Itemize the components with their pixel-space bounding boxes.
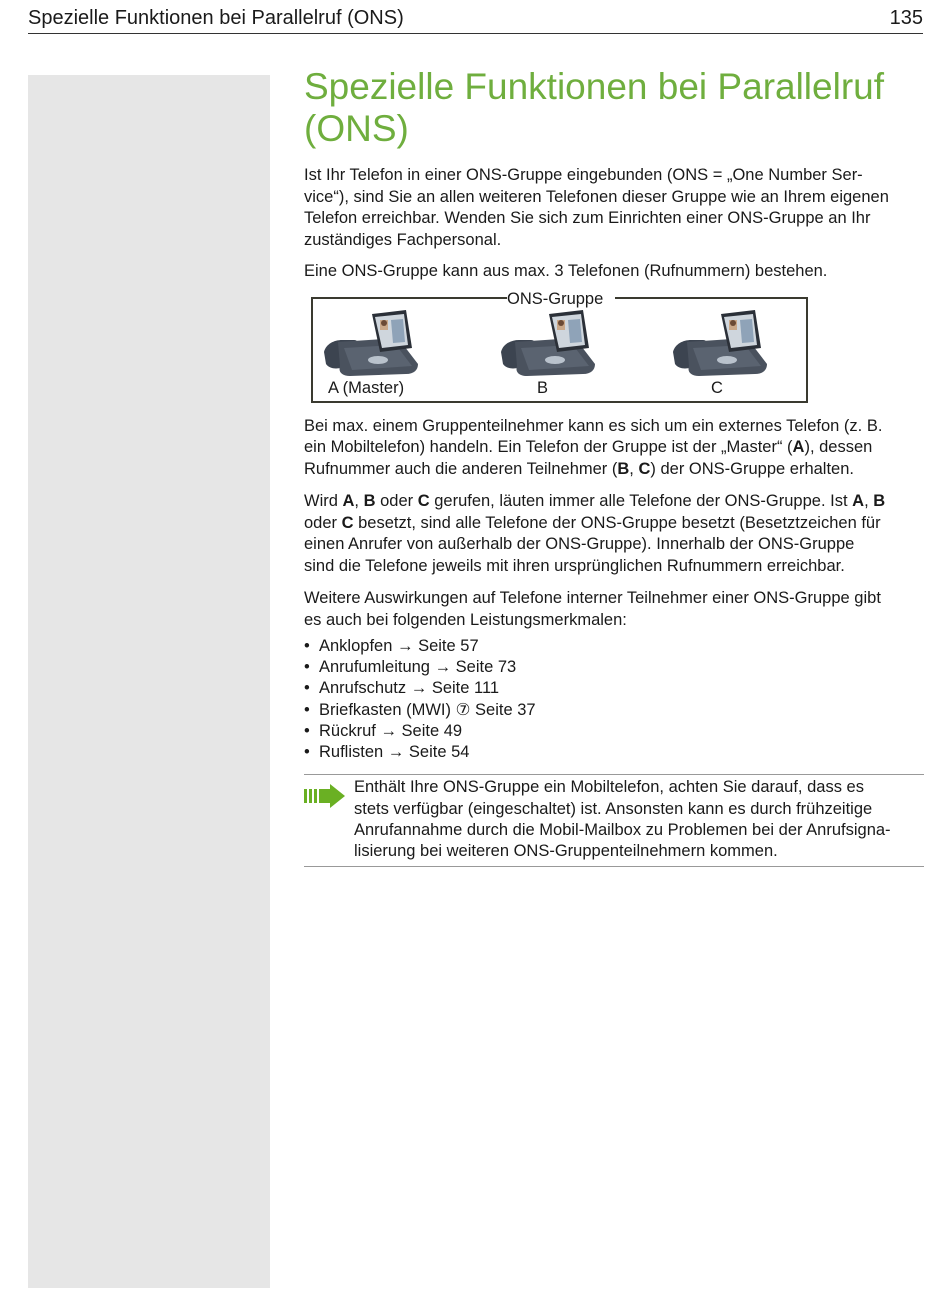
page-reference-link[interactable]: Seite 49 bbox=[401, 721, 463, 740]
feature-link-list bbox=[304, 636, 924, 763]
arrow-right-icon: → bbox=[434, 658, 452, 677]
bold-run: C bbox=[341, 513, 354, 532]
bullet: • bbox=[304, 658, 310, 677]
page-header bbox=[28, 6, 923, 34]
page-reference-link[interactable]: Seite 37 bbox=[475, 700, 536, 719]
bold-run: B bbox=[363, 492, 376, 510]
text-run: , bbox=[629, 459, 639, 478]
text-run: Anrufannahme durch die Mobil-Mailbox zu Problemen bei der Anrufsigna- bbox=[354, 820, 891, 839]
bold-run: A bbox=[792, 438, 805, 456]
text-run: Enthält Ihre ONS-Gruppe ein Mobiltelefon, achten Sie darauf, dass es bbox=[354, 778, 864, 797]
figure-legend: ONS-Gruppe bbox=[507, 289, 615, 309]
title-line-1: Spezielle Funktionen bei Parallelruf bbox=[304, 66, 885, 107]
desk-phone-a-icon bbox=[320, 308, 420, 378]
group-size-paragraph: Eine ONS-Gruppe kann aus max. 3 Telefonen (Rufnummern) bestehen. bbox=[304, 262, 828, 280]
arrow-right-icon: → bbox=[387, 743, 405, 762]
list-item bbox=[304, 678, 924, 699]
list-item bbox=[304, 700, 924, 721]
arrow-right-icon: → bbox=[410, 679, 428, 698]
bold-run: B bbox=[873, 492, 886, 510]
text-run: ), dessen bbox=[804, 438, 873, 456]
page-reference-link[interactable]: Seite 73 bbox=[455, 658, 517, 677]
feature-name: Rückruf bbox=[319, 721, 376, 740]
intro-line: vice“), sind Sie an allen weiteren Telefonen dieser Gruppe wie an Ihrem eigenen bbox=[304, 187, 889, 206]
text-run: oder bbox=[304, 513, 342, 532]
note-box bbox=[304, 774, 924, 867]
page-reference-link[interactable]: Seite 57 bbox=[418, 637, 479, 655]
bold-run: C bbox=[638, 459, 651, 478]
list-item bbox=[304, 636, 924, 657]
bold-run: A bbox=[342, 492, 355, 510]
bold-run: B bbox=[617, 459, 630, 478]
text-run: sind die Telefone jeweils mit ihren ursprünglichen Rufnummern erreichbar. bbox=[304, 556, 845, 575]
bullet: • bbox=[304, 700, 310, 719]
list-item bbox=[304, 742, 924, 763]
note-text bbox=[354, 777, 924, 862]
feature-name: Briefkasten (MWI) bbox=[319, 700, 452, 719]
text-run: Bei max. einem Gruppenteilnehmer kann es sich um ein externes Telefon (z. B. bbox=[304, 416, 883, 435]
bullet: • bbox=[304, 637, 310, 655]
phone-label-a: A (Master) bbox=[328, 378, 405, 397]
bullet: • bbox=[304, 679, 310, 698]
list-item bbox=[304, 721, 924, 742]
list-item bbox=[304, 657, 924, 678]
text-run: Wird bbox=[304, 492, 343, 510]
text-run: einen Anrufer von außerhalb der ONS-Gruppe). Innerhalb der ONS-Gruppe bbox=[304, 535, 855, 553]
text-run: gerufen, läuten immer alle Telefone der ONS-Gruppe. Ist bbox=[429, 492, 853, 510]
text-run: besetzt, sind alle Telefone der ONS-Gruppe besetzt (Besetztzeichen für bbox=[353, 513, 881, 532]
page-title bbox=[304, 66, 924, 150]
features-intro-paragraph bbox=[304, 588, 924, 631]
intro-paragraph bbox=[304, 165, 924, 251]
page-reference-link[interactable]: Seite 111 bbox=[431, 679, 500, 698]
phone-label-b: B bbox=[537, 378, 549, 397]
intro-line: Telefon erreichbar. Wenden Sie sich zum Einrichten einer ONS-Gruppe an Ihr bbox=[304, 209, 871, 227]
page-reference-link[interactable]: Seite 54 bbox=[408, 743, 470, 762]
running-title: Spezielle Funktionen bei Parallelruf (ONS) bbox=[28, 7, 404, 29]
arrow-right-icon: → bbox=[396, 637, 414, 655]
feature-name: Anrufschutz bbox=[319, 679, 407, 698]
intro-line: Ist Ihr Telefon in einer ONS-Gruppe eingebunden (ONS = „One Number Ser- bbox=[304, 166, 863, 184]
bullet: • bbox=[304, 743, 310, 762]
ons-group-figure bbox=[311, 289, 808, 403]
phone-label-c: C bbox=[711, 378, 723, 397]
title-line-2: (ONS) bbox=[304, 108, 409, 149]
bold-run: C bbox=[417, 492, 430, 510]
bullet: • bbox=[304, 721, 310, 740]
text-run: ) der ONS-Gruppe erhalten. bbox=[650, 459, 854, 478]
ringing-paragraph bbox=[304, 491, 924, 577]
circled-seven-icon: ⑦ bbox=[455, 700, 471, 719]
text-run: Rufnummer auch die anderen Teilnehmer ( bbox=[304, 459, 618, 478]
note-arrow-icon bbox=[304, 784, 346, 813]
margin-sidebar bbox=[28, 75, 270, 1288]
text-run: , bbox=[354, 492, 364, 510]
desk-phone-b-icon bbox=[497, 308, 597, 378]
bold-run: A bbox=[852, 492, 865, 510]
text-run: oder bbox=[375, 492, 418, 510]
feature-name: Ruflisten bbox=[319, 743, 384, 762]
feature-name: Anklopfen bbox=[319, 637, 393, 655]
arrow-right-icon: → bbox=[380, 721, 397, 740]
external-phone-paragraph bbox=[304, 416, 924, 481]
text-run: stets verfügbar (eingeschaltet) ist. Ansonsten kann es durch frühzeitige bbox=[354, 799, 873, 818]
text-run: lisierung bei weiteren ONS-Gruppenteilnehmern kommen. bbox=[354, 842, 778, 861]
text-run: , bbox=[864, 492, 874, 510]
text-run: es auch bei folgenden Leistungsmerkmalen: bbox=[304, 610, 627, 629]
desk-phone-c-icon bbox=[669, 308, 769, 378]
page-number: 135 bbox=[889, 7, 923, 29]
text-run: Weitere Auswirkungen auf Telefone interner Teilnehmer einer ONS-Gruppe gibt bbox=[304, 589, 881, 607]
main-content bbox=[304, 66, 924, 867]
feature-name: Anrufumleitung bbox=[319, 658, 430, 677]
text-run: ein Mobiltelefon) handeln. Ein Telefon der Gruppe ist der „Master“ ( bbox=[304, 438, 793, 456]
intro-line: zuständiges Fachpersonal. bbox=[304, 230, 502, 249]
